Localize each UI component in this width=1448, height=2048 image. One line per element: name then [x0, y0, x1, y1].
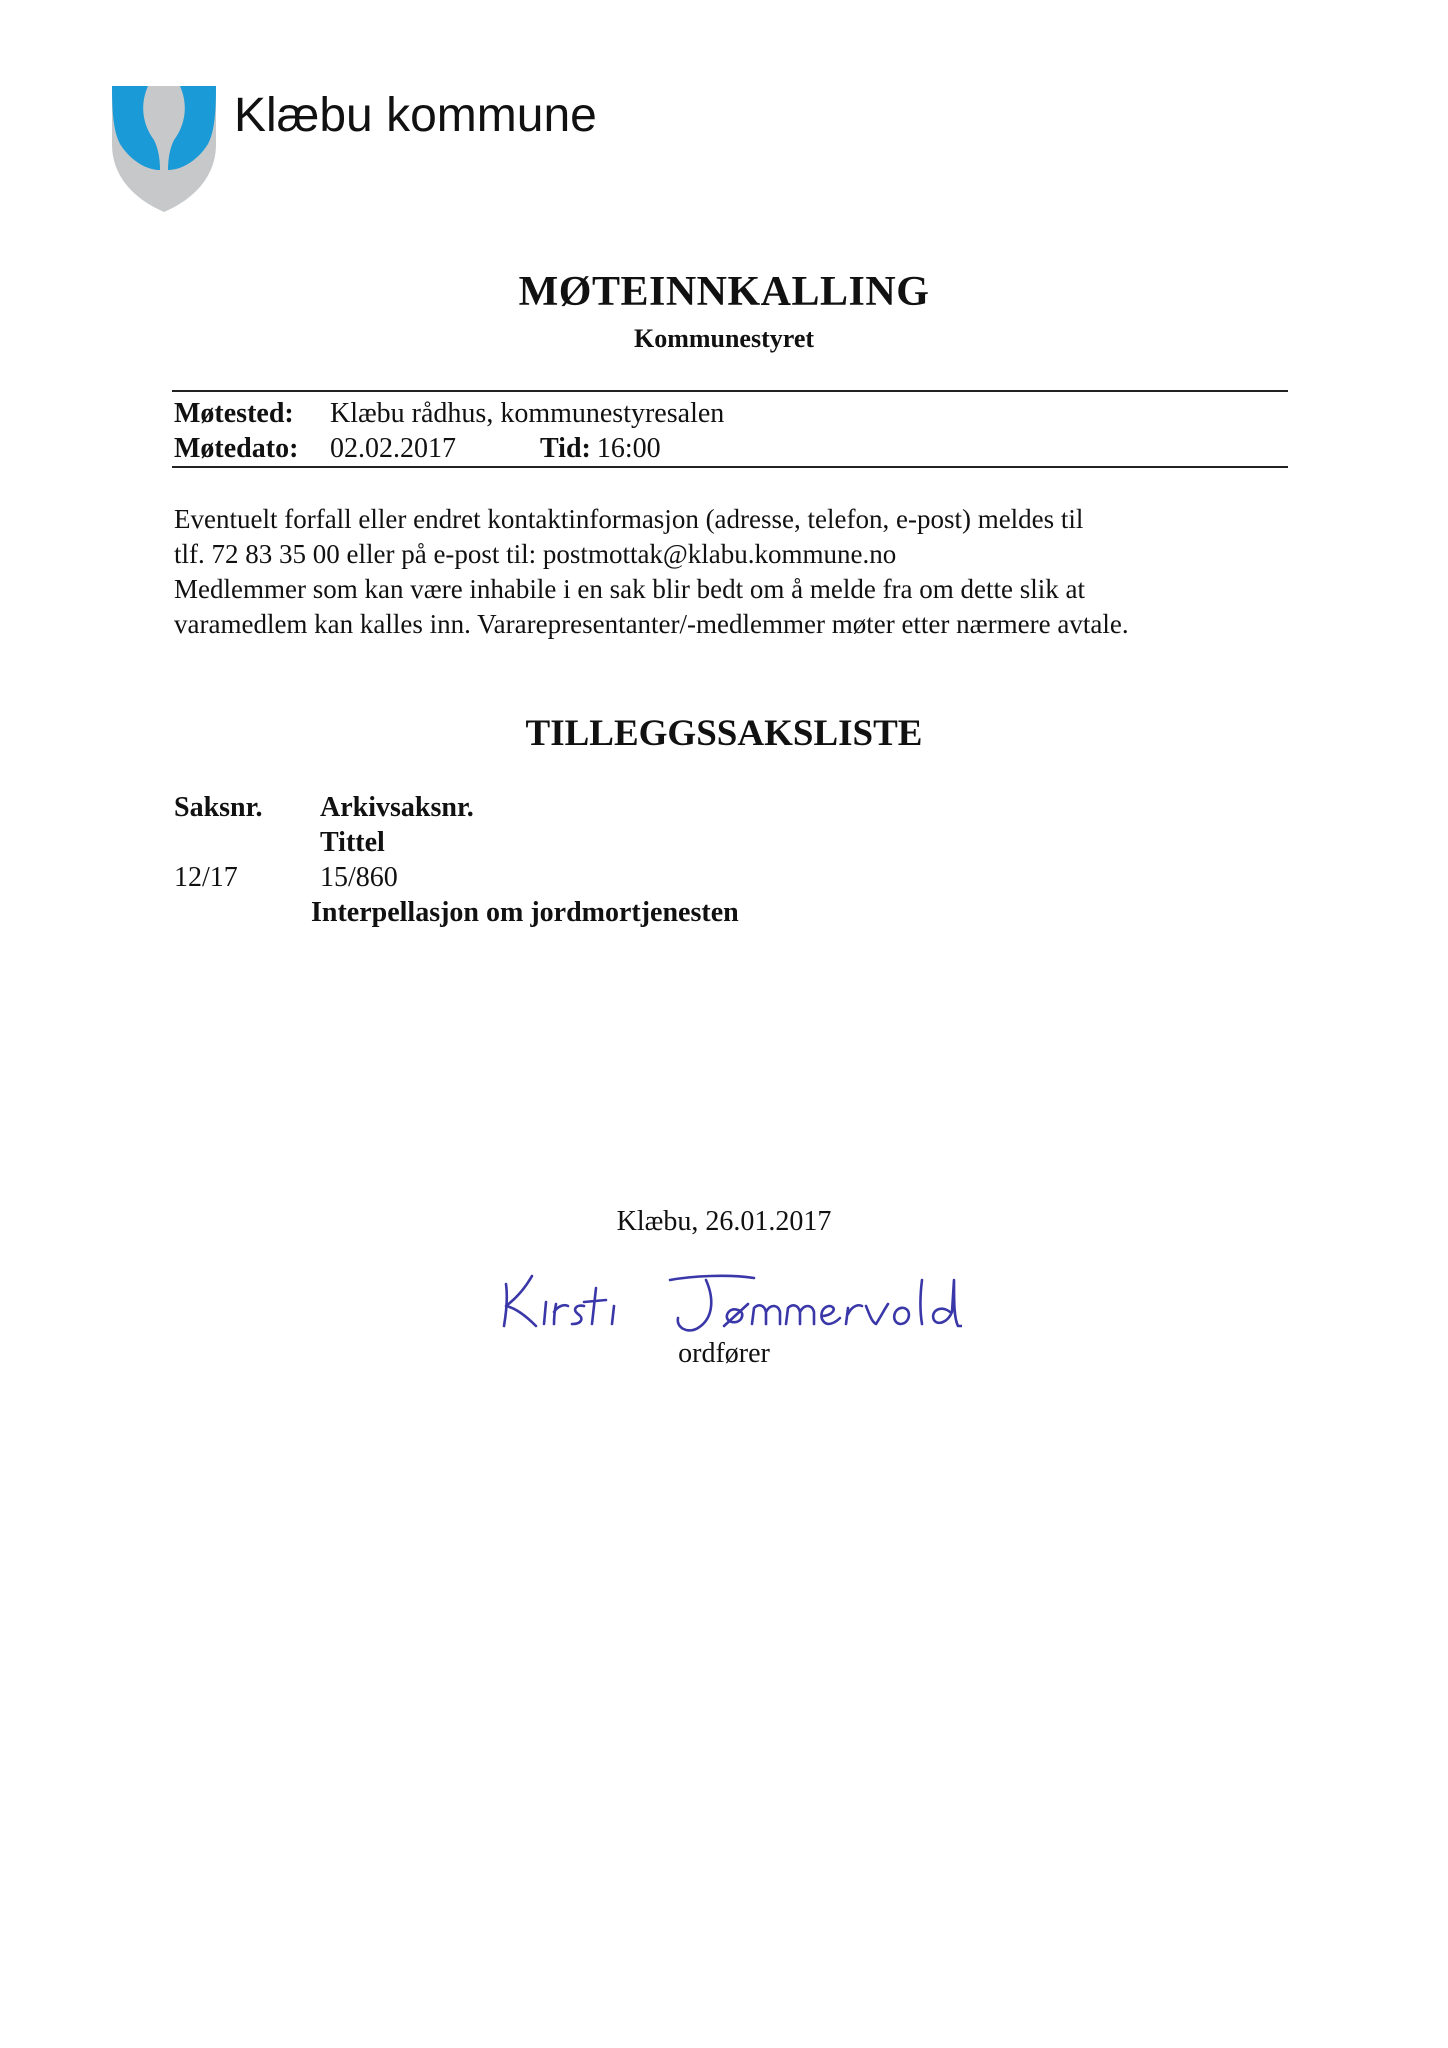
row-case-no: 12/17	[174, 862, 238, 893]
notice-line: tlf. 72 83 35 00 eller på e-post til: postmottak@klabu.kommune.no	[174, 539, 897, 569]
meeting-place-row	[174, 396, 724, 432]
divider-top	[172, 390, 1288, 392]
coat-of-arms-logo	[112, 86, 216, 212]
document-title: MØTEINNKALLING	[518, 269, 930, 315]
notice-line: Eventuelt forfall eller endret kontaktinformasjon (adresse, telefon, e-post) meldes til	[174, 504, 1084, 534]
notice-paragraph	[174, 502, 1284, 642]
meeting-date-value: 02.02.2017	[330, 433, 456, 464]
case-list-title: TILLEGGSSAKSLISTE	[525, 713, 923, 754]
divider-bottom	[172, 466, 1288, 468]
handwritten-signature	[492, 1262, 962, 1342]
meeting-date-label: Møtedato:	[174, 433, 299, 464]
header-title: Tittel	[320, 827, 385, 858]
row-archive-no: 15/860	[320, 862, 398, 893]
notice-line: varamedlem kan kalles inn. Vararepresentanter/-medlemmer møter etter nærmere avtale.	[174, 609, 1129, 639]
organization-name: Klæbu kommune	[234, 89, 597, 142]
notice-line: Medlemmer som kan være inhabile i en sak blir bedt om å melde fra om dette slik at	[174, 574, 1085, 604]
place-date: Klæbu, 26.01.2017	[616, 1206, 832, 1237]
meeting-place-label: Møtested:	[174, 398, 294, 429]
header-case-no: Saksnr.	[174, 792, 263, 823]
header-archive-no: Arkivsaksnr.	[320, 792, 474, 823]
meeting-time-value: 16:00	[596, 433, 661, 464]
meeting-time-label: Tid:	[540, 433, 591, 464]
meeting-place-value: Klæbu rådhus, kommunestyresalen	[330, 398, 725, 429]
row-title: Interpellasjon om jordmortjenesten	[311, 897, 739, 928]
meeting-date-row	[174, 431, 661, 467]
signer-role: ordfører	[678, 1338, 770, 1369]
document-subtitle: Kommunestyret	[633, 324, 815, 353]
